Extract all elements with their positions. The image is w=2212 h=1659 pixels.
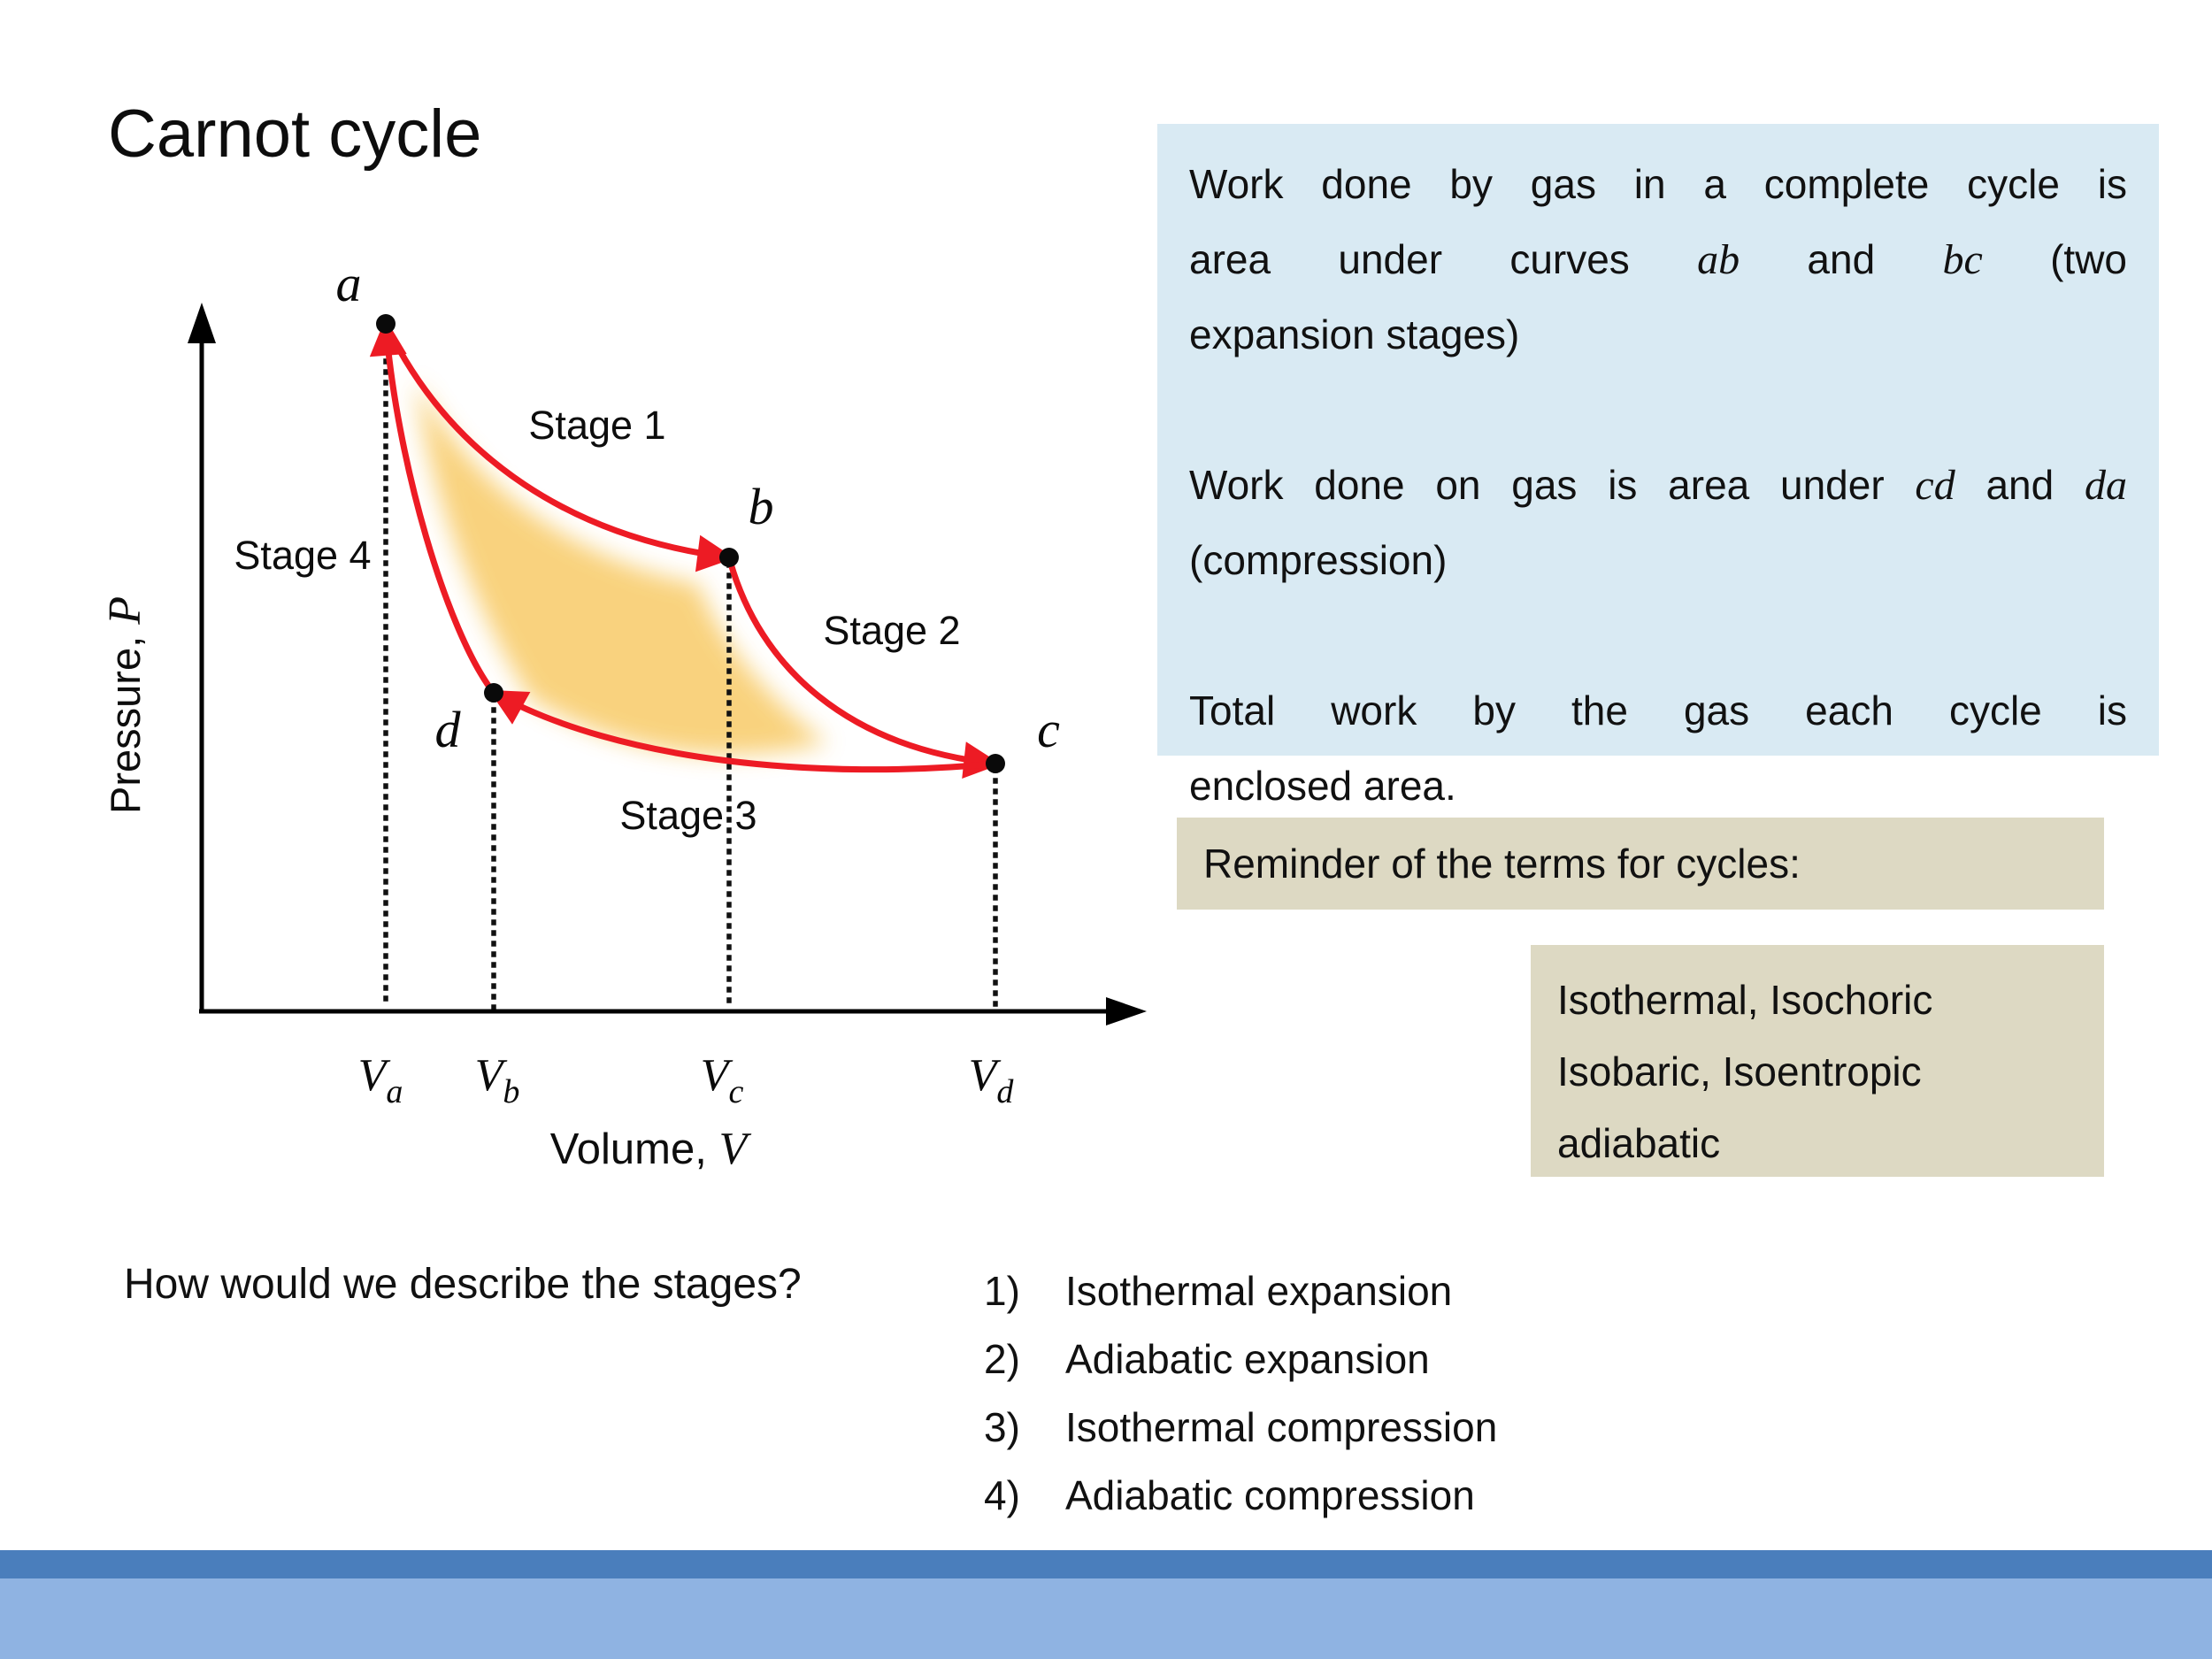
list-item-text: Isothermal expansion — [1065, 1267, 1453, 1314]
info-line: (compression) — [1189, 537, 1448, 583]
point-c-dot — [986, 754, 1005, 773]
stage-3-label: Stage 3 — [619, 793, 757, 838]
list-item — [984, 1393, 1497, 1461]
stage-2-label: Stage 2 — [823, 608, 961, 653]
math-var: bc — [1942, 236, 1983, 283]
info-line: Total work by the gas each cycle is — [1189, 687, 2127, 733]
list-item — [984, 1325, 1497, 1393]
list-item — [984, 1461, 1497, 1529]
tick-vd: $V_d$ — [968, 1050, 1014, 1110]
point-c-label: c — [1037, 701, 1060, 758]
list-item-number: 4) — [984, 1471, 1020, 1518]
tick-vb: $V_b$ — [474, 1050, 520, 1110]
y-axis-title: Pressure, P — [100, 596, 150, 814]
stage-1-label: Stage 1 — [528, 403, 666, 448]
info-line: expansion stages) — [1189, 311, 1520, 357]
info-line: enclosed area. — [1189, 763, 1456, 809]
tick-va: $V_a$ — [357, 1050, 403, 1110]
footer-bar-light — [0, 1578, 2212, 1659]
point-b-dot — [719, 548, 739, 567]
terms-line: Isothermal, Isochoric — [1557, 977, 1933, 1023]
info-paragraph — [1189, 673, 2127, 824]
list-item-number: 3) — [984, 1403, 1020, 1450]
point-d-dot — [484, 683, 503, 703]
tick-vc: $V_c$ — [700, 1050, 744, 1110]
list-item-text: Adiabatic compression — [1065, 1471, 1475, 1518]
reminder-box — [1177, 818, 2104, 910]
point-a-dot — [376, 314, 396, 334]
math-var: cd — [1915, 462, 1955, 509]
x-axis-title: Volume, V — [549, 1124, 748, 1174]
work-info-box — [1157, 124, 2159, 809]
pv-diagram-svg — [0, 0, 1177, 1203]
list-item — [984, 1256, 1497, 1325]
info-line: Work done on gas is area under cd and da — [1189, 462, 2127, 509]
info-paragraph — [1189, 448, 2127, 598]
terms-line: adiabatic — [1557, 1120, 1721, 1166]
point-d-label: d — [434, 701, 461, 758]
list-item-text: Isothermal compression — [1065, 1403, 1498, 1450]
list-item-number: 2) — [984, 1335, 1020, 1382]
math-var: ab — [1697, 236, 1740, 283]
list-item-number: 1) — [984, 1267, 1020, 1314]
terms-box — [1531, 945, 2104, 1177]
info-line: Work done by gas in a complete cycle is — [1189, 161, 2127, 207]
info-line: area under curves ab and bc (two — [1189, 236, 2128, 283]
terms-line: Isobaric, Isoentropic — [1557, 1048, 1922, 1094]
point-a-label: a — [335, 255, 362, 312]
math-var: da — [2085, 462, 2127, 509]
x-axis-arrow-icon — [1106, 997, 1147, 1025]
slide-title: Carnot cycle — [108, 96, 482, 172]
question-text: How would we describe the stages? — [124, 1261, 802, 1308]
reminder-text: Reminder of the terms for cycles: — [1203, 841, 1801, 887]
footer-bar-dark — [0, 1550, 2212, 1578]
y-axis-arrow-icon — [188, 303, 216, 343]
stage-answer-list — [984, 1256, 1497, 1529]
point-b-label: b — [748, 478, 774, 535]
stage-4-label: Stage 4 — [234, 533, 372, 578]
info-paragraph — [1189, 147, 2127, 373]
pv-diagram — [0, 0, 1177, 1203]
list-item-text: Adiabatic expansion — [1065, 1335, 1430, 1382]
